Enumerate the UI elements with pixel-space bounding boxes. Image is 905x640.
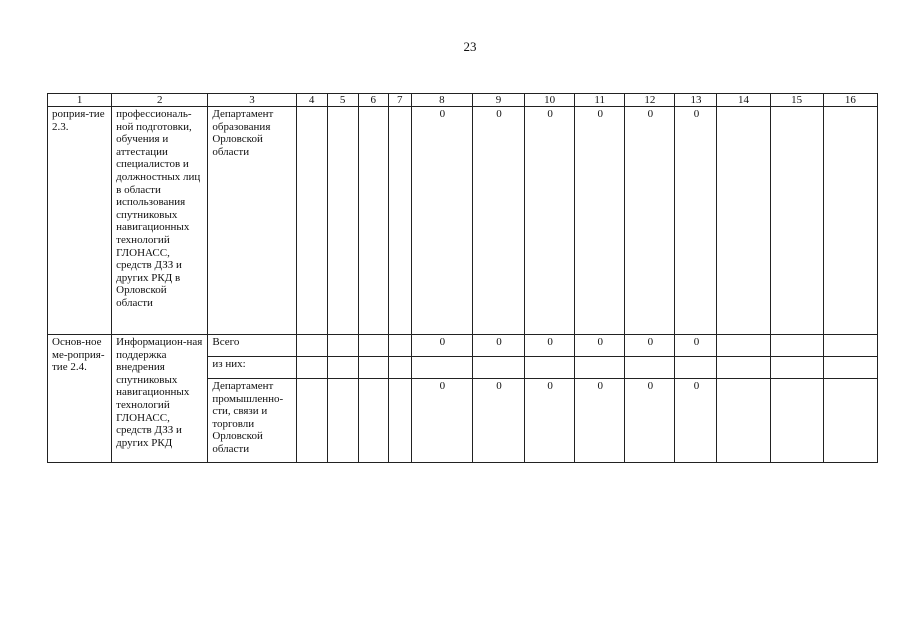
column-header: 11 <box>575 94 625 107</box>
value-cell: 0 <box>472 107 524 335</box>
value-cell: 0 <box>575 107 625 335</box>
column-number-row <box>48 94 878 107</box>
empty-cell <box>770 379 823 463</box>
empty-cell <box>388 379 411 463</box>
value-cell: 0 <box>675 107 717 335</box>
empty-cell <box>296 357 327 379</box>
empty-cell <box>717 379 770 463</box>
measure-id-cell: Основ-ное ме-роприя-тие 2.4. <box>48 335 112 463</box>
table-row-measure-2-4-total <box>48 335 878 357</box>
empty-cell <box>296 107 327 335</box>
empty-cell <box>358 379 388 463</box>
empty-cell <box>770 335 823 357</box>
column-header: 15 <box>770 94 823 107</box>
value-cell: 0 <box>575 379 625 463</box>
column-header: 3 <box>208 94 296 107</box>
value-cell <box>525 357 575 379</box>
empty-cell <box>770 107 823 335</box>
column-header: 4 <box>296 94 327 107</box>
empty-cell <box>388 107 411 335</box>
table-row-measure-2-3 <box>48 107 878 335</box>
value-cell: 0 <box>625 379 675 463</box>
empty-cell <box>717 335 770 357</box>
value-cell: 0 <box>411 379 472 463</box>
value-cell: 0 <box>525 379 575 463</box>
column-header: 16 <box>823 94 877 107</box>
value-cell: 0 <box>411 335 472 357</box>
value-cell <box>675 357 717 379</box>
executor-cell: Всего <box>208 335 296 357</box>
measure-name-cell: Информацион-ная поддержка внедрения спутниковых навигационных технологий ГЛОНАСС, средств ДЗЗ и других РКД <box>112 335 208 463</box>
value-cell <box>625 357 675 379</box>
empty-cell <box>296 335 327 357</box>
column-header: 8 <box>411 94 472 107</box>
empty-cell <box>717 107 770 335</box>
empty-cell <box>296 379 327 463</box>
empty-cell <box>358 357 388 379</box>
executor-cell: Департамент образования Орловской области <box>208 107 296 335</box>
value-cell <box>411 357 472 379</box>
empty-cell <box>770 357 823 379</box>
empty-cell <box>388 335 411 357</box>
column-header: 6 <box>358 94 388 107</box>
column-header: 1 <box>48 94 112 107</box>
value-cell: 0 <box>625 335 675 357</box>
empty-cell <box>327 107 358 335</box>
value-cell: 0 <box>575 335 625 357</box>
measure-id-cell: роприя-тие 2.3. <box>48 107 112 335</box>
empty-cell <box>823 107 877 335</box>
column-header: 2 <box>112 94 208 107</box>
column-header: 5 <box>327 94 358 107</box>
empty-cell <box>717 357 770 379</box>
empty-cell <box>358 335 388 357</box>
column-header: 9 <box>472 94 524 107</box>
value-cell: 0 <box>525 335 575 357</box>
value-cell: 0 <box>411 107 472 335</box>
page-number: 23 <box>463 39 477 54</box>
program-table <box>47 93 878 463</box>
measure-name-cell: профессиональ-ной подготовки, обучения и аттестации специалистов и должностных лиц в области использования спутниковых навигационных технологий ГЛОНАСС, средств ДЗЗ и других РКД в Орловской области <box>112 107 208 335</box>
column-header: 14 <box>717 94 770 107</box>
executor-cell: Департамент промышленно-сти, связи и торговли Орловской области <box>208 379 296 463</box>
empty-cell <box>823 335 877 357</box>
column-header: 10 <box>525 94 575 107</box>
value-cell: 0 <box>675 379 717 463</box>
empty-cell <box>388 357 411 379</box>
value-cell <box>575 357 625 379</box>
column-header: 12 <box>625 94 675 107</box>
empty-cell <box>823 357 877 379</box>
empty-cell <box>327 357 358 379</box>
value-cell: 0 <box>625 107 675 335</box>
column-header: 7 <box>388 94 411 107</box>
value-cell: 0 <box>525 107 575 335</box>
value-cell: 0 <box>472 335 524 357</box>
value-cell <box>472 357 524 379</box>
empty-cell <box>823 379 877 463</box>
executor-cell: из них: <box>208 357 296 379</box>
value-cell: 0 <box>675 335 717 357</box>
column-header: 13 <box>675 94 717 107</box>
empty-cell <box>358 107 388 335</box>
empty-cell <box>327 335 358 357</box>
empty-cell <box>327 379 358 463</box>
value-cell: 0 <box>472 379 524 463</box>
